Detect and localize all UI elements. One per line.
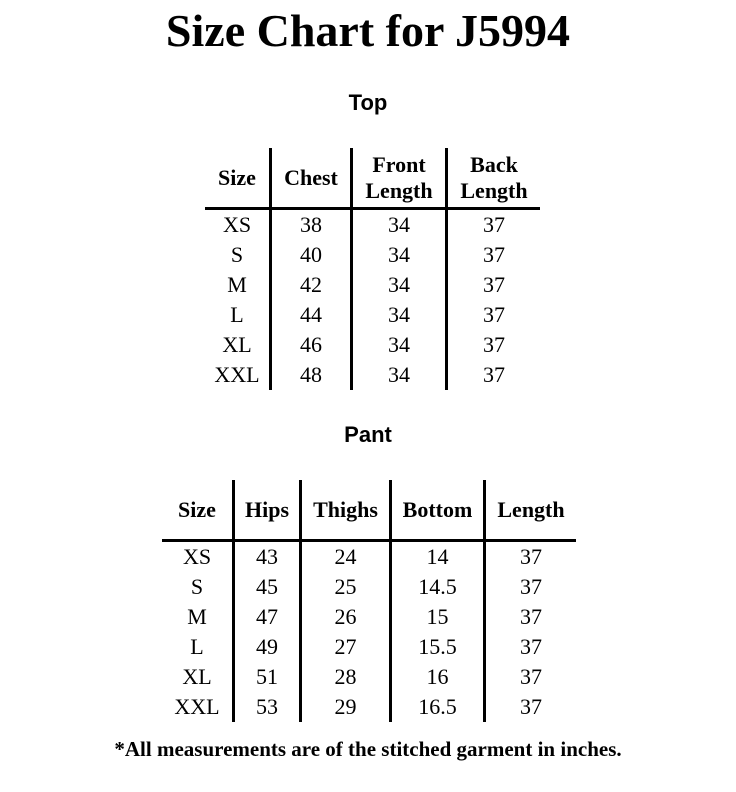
pant-cell-hips: 51 bbox=[234, 662, 301, 692]
top-cell-chest: 46 bbox=[271, 330, 352, 360]
pant-table-header bbox=[162, 480, 576, 541]
table-row bbox=[162, 572, 576, 602]
top-header-back-line1: Back bbox=[470, 151, 518, 177]
top-cell-chest: 48 bbox=[271, 360, 352, 390]
pant-cell-bottom: 15 bbox=[391, 602, 485, 632]
pant-section-title: Pant bbox=[344, 422, 392, 447]
top-cell-front-length: 34 bbox=[352, 330, 447, 360]
table-row bbox=[205, 270, 540, 300]
pant-header-hips: Hips bbox=[234, 480, 301, 541]
pant-cell-size: XS bbox=[182, 544, 212, 569]
top-header-front-line2: Length bbox=[365, 177, 433, 203]
pant-cell-size: S bbox=[190, 574, 204, 599]
top-cell-front-length: 34 bbox=[352, 360, 447, 390]
pant-cell-size: XL bbox=[182, 664, 212, 689]
top-cell-front-length: 34 bbox=[352, 209, 447, 241]
top-cell-size: XXL bbox=[214, 362, 260, 387]
top-header-back-line2: Length bbox=[460, 177, 528, 203]
top-cell-back-length: 37 bbox=[447, 330, 541, 360]
pant-header-length: Length bbox=[485, 480, 577, 541]
table-row bbox=[205, 360, 540, 390]
top-cell-size: L bbox=[230, 302, 244, 327]
table-row bbox=[205, 300, 540, 330]
table-row bbox=[205, 240, 540, 270]
pant-cell-length: 37 bbox=[485, 632, 577, 662]
top-cell-back-length: 37 bbox=[447, 300, 541, 330]
top-header-front-length bbox=[352, 148, 447, 209]
pant-header-bottom: Bottom bbox=[391, 480, 485, 541]
pant-cell-bottom: 14.5 bbox=[391, 572, 485, 602]
top-cell-front-length: 34 bbox=[352, 300, 447, 330]
pant-header-size: Size bbox=[162, 480, 234, 541]
top-cell-chest: 40 bbox=[271, 240, 352, 270]
pant-cell-bottom: 16 bbox=[391, 662, 485, 692]
pant-cell-hips: 45 bbox=[234, 572, 301, 602]
table-row bbox=[162, 662, 576, 692]
pant-cell-hips: 47 bbox=[234, 602, 301, 632]
top-cell-front-length: 34 bbox=[352, 270, 447, 300]
pant-cell-thighs: 24 bbox=[301, 541, 391, 573]
pant-cell-size: XXL bbox=[174, 694, 220, 719]
pant-cell-hips: 49 bbox=[234, 632, 301, 662]
top-cell-back-length: 37 bbox=[447, 270, 541, 300]
pant-cell-length: 37 bbox=[485, 602, 577, 632]
table-row bbox=[162, 541, 576, 573]
table-row bbox=[205, 330, 540, 360]
table-row bbox=[162, 602, 576, 632]
pant-cell-thighs: 27 bbox=[301, 632, 391, 662]
pant-cell-size: M bbox=[187, 604, 207, 629]
table-row bbox=[162, 692, 576, 722]
pant-cell-bottom: 15.5 bbox=[391, 632, 485, 662]
top-cell-front-length: 34 bbox=[352, 240, 447, 270]
pant-cell-thighs: 25 bbox=[301, 572, 391, 602]
table-row bbox=[162, 632, 576, 662]
pant-cell-length: 37 bbox=[485, 662, 577, 692]
top-cell-chest: 44 bbox=[271, 300, 352, 330]
pant-cell-hips: 43 bbox=[234, 541, 301, 573]
table-row bbox=[205, 209, 540, 241]
top-cell-chest: 38 bbox=[271, 209, 352, 241]
top-header-size: Size bbox=[205, 148, 271, 209]
top-table-header bbox=[205, 148, 540, 209]
top-cell-size: M bbox=[227, 272, 247, 297]
top-cell-back-length: 37 bbox=[447, 240, 541, 270]
pant-cell-bottom: 16.5 bbox=[391, 692, 485, 722]
top-header-back-length bbox=[447, 148, 541, 209]
top-header-row bbox=[205, 148, 540, 209]
pant-cell-length: 37 bbox=[485, 572, 577, 602]
pant-size-table bbox=[162, 480, 576, 722]
pant-header-row bbox=[162, 480, 576, 541]
top-cell-size: XL bbox=[222, 332, 252, 357]
top-table-body bbox=[205, 209, 540, 391]
pant-cell-thighs: 26 bbox=[301, 602, 391, 632]
pant-cell-length: 37 bbox=[485, 692, 577, 722]
top-cell-back-length: 37 bbox=[447, 209, 541, 241]
top-section-title: Top bbox=[348, 90, 388, 115]
pant-header-thighs: Thighs bbox=[301, 480, 391, 541]
top-cell-size: XS bbox=[222, 212, 252, 237]
pant-cell-thighs: 29 bbox=[301, 692, 391, 722]
pant-cell-thighs: 28 bbox=[301, 662, 391, 692]
top-header-chest: Chest bbox=[271, 148, 352, 209]
page-title: Size Chart for J5994 bbox=[165, 5, 571, 56]
pant-cell-length: 37 bbox=[485, 541, 577, 573]
top-cell-back-length: 37 bbox=[447, 360, 541, 390]
pant-cell-bottom: 14 bbox=[391, 541, 485, 573]
pant-table-body bbox=[162, 541, 576, 723]
measurement-footnote: *All measurements are of the stitched garment in inches. bbox=[114, 737, 622, 761]
top-size-table bbox=[205, 148, 540, 390]
top-cell-size: S bbox=[230, 242, 244, 267]
pant-cell-hips: 53 bbox=[234, 692, 301, 722]
pant-cell-size: L bbox=[190, 634, 204, 659]
top-cell-chest: 42 bbox=[271, 270, 352, 300]
top-header-front-line1: Front bbox=[372, 151, 426, 177]
